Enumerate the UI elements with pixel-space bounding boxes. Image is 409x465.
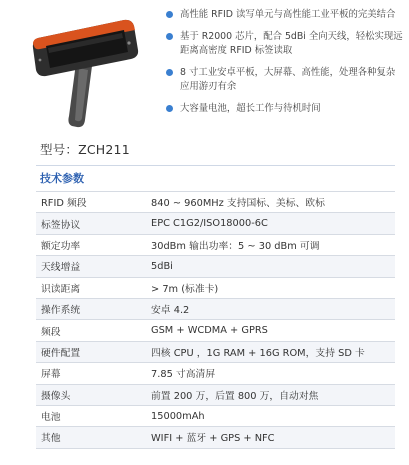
rfid-reader-device-image: [32, 8, 142, 133]
spec-key: 其他: [36, 427, 151, 448]
table-row: [36, 384, 395, 405]
spec-value: GSM + WCDMA + GPRS: [151, 320, 395, 341]
spec-key: 屏幕: [36, 363, 151, 384]
spec-value: 7.85 寸高清屏: [151, 363, 395, 384]
spec-table: [36, 191, 395, 449]
bullet-icon: [166, 11, 173, 18]
bullet-icon: [166, 105, 173, 112]
feature-text: 基于 R2000 芯片，配合 5dBi 全向天线，轻松实现远距离高密度 RFID 标签读取: [180, 30, 403, 56]
spec-key: 天线增益: [36, 256, 151, 277]
feature-item: [164, 102, 404, 117]
spec-value: EPC C1G2/ISO18000-6C: [151, 213, 395, 234]
spec-value: 5dBi: [151, 256, 395, 277]
spec-key: 识读距离: [36, 277, 151, 298]
spec-section-title: 技术参数: [40, 172, 84, 185]
table-row: [36, 320, 395, 341]
spec-key: 频段: [36, 320, 151, 341]
feature-item: [164, 8, 404, 23]
feature-text: 8 寸工业安卓平板，大屏幕、高性能，处理各种复杂应用游刃有余: [180, 66, 396, 92]
spec-key: 操作系统: [36, 298, 151, 319]
feature-text: 高性能 RFID 读写单元与高性能工业平板的完美结合: [180, 9, 396, 20]
feature-text: 大容量电池，超长工作与待机时间: [180, 102, 321, 114]
spec-value: > 7m (标准卡): [151, 277, 395, 298]
table-row: [36, 234, 395, 255]
table-row: [36, 298, 395, 319]
table-row: [36, 192, 395, 213]
spec-key: 摄像头: [36, 384, 151, 405]
spec-value: 前置 200 万，后置 800 万，自动对焦: [151, 384, 395, 405]
model-number: 型号：ZCH211: [40, 142, 130, 157]
bullet-icon: [166, 69, 173, 76]
table-row: [36, 405, 395, 426]
spec-key: 标签协议: [36, 213, 151, 234]
table-row: [36, 213, 395, 234]
spec-key: 硬件配置: [36, 341, 151, 362]
spec-key: RFID 频段: [36, 192, 151, 213]
spec-value: 安卓 4.2: [151, 298, 395, 319]
spec-value: WIFI + 蓝牙 + GPS + NFC: [151, 427, 395, 448]
table-row: [36, 277, 395, 298]
table-row: [36, 256, 395, 277]
feature-list: [164, 8, 404, 123]
spec-key: 额定功率: [36, 234, 151, 255]
bullet-icon: [166, 33, 173, 40]
table-row: [36, 363, 395, 384]
table-row: [36, 427, 395, 448]
feature-item: [164, 66, 404, 95]
feature-item: [164, 30, 404, 59]
spec-value: 840 ~ 960MHz 支持国标、美标、欧标: [151, 192, 395, 213]
spec-key: 电池: [36, 405, 151, 426]
spec-value: 四核 CPU ，1G RAM + 16G ROM，支持 SD 卡: [151, 341, 395, 362]
section-divider: [36, 165, 395, 166]
table-row: [36, 341, 395, 362]
spec-value: 30dBm 输出功率：5 ~ 30 dBm 可调: [151, 234, 395, 255]
spec-value: 15000mAh: [151, 405, 395, 426]
